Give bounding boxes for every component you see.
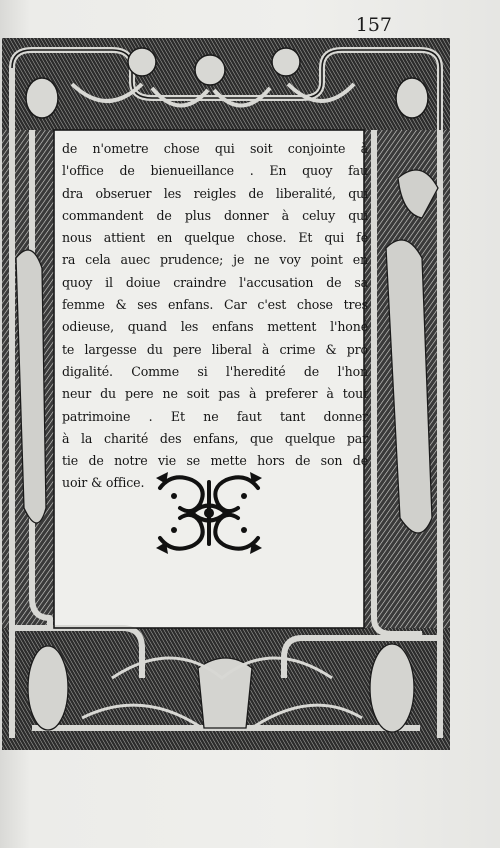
text-line: patrimoine . Et ne faut tant donner [62,408,368,424]
fleuron-ornament [152,468,266,558]
text-line: commandent de plus donner à celuy qui [62,207,368,223]
text-line: quoy il doiue craindre l'accusation de sa [62,274,368,290]
text-line: ra cela auec prudence; je ne voy point en [62,252,368,268]
text-line: te largesse du pere liberal à crime & pro [62,341,368,357]
text-line: neur du pere ne soit pas à preferer à tout [62,386,368,402]
text-line: uoir & office. [62,475,145,491]
text-line: dra obseruer les reigles de liberalité, qui [62,185,368,201]
body-text [62,138,368,495]
text-line: femme & ses enfans. Car c'est chose tres [62,297,368,313]
text-line: odieuse, quand les enfans mettent l'honé [62,319,368,335]
text-line: digalité. Comme si l'heredité de l'hon [62,363,368,379]
text-line: de n'ometre chose qui soit conjointe à [62,141,368,156]
text-line: tie de notre vie se mette hors de son de [62,453,368,469]
text-line: nous attient en quelque chose. Et qui fe [62,230,368,246]
text-line: l'office de bienueillance . En quoy fau [62,163,368,179]
text-line: à la charité des enfans, que quelque par [62,430,368,446]
page-number: 157 [355,14,392,36]
